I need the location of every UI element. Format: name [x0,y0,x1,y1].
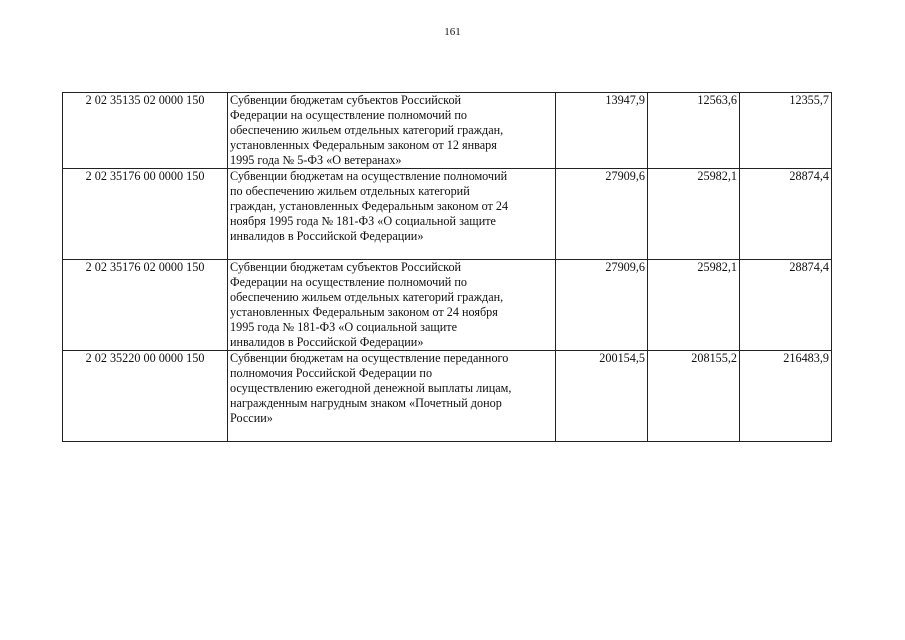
amount-year-1: 200154,5 [556,351,648,442]
description-line: ноября 1995 года № 181-ФЗ «О социальной защите [230,214,496,228]
description-line: полномочия Российской Федерации по [230,366,433,380]
description-line: граждан, установленных Федеральным законом от 24 [230,199,509,213]
revenue-description [228,93,556,169]
classification-code: 2 02 35135 02 0000 150 [63,93,228,169]
classification-code: 2 02 35176 02 0000 150 [63,260,228,351]
table-row [63,260,832,351]
description-line: установленных Федеральным законом от 12 января [230,138,497,152]
amount-year-2: 25982,1 [648,260,740,351]
description-line: Федерации на осуществление полномочий по [230,108,467,122]
description-line: инвалидов в Российской Федерации» [230,229,424,243]
description-line [230,244,553,259]
description-line: Субвенции бюджетам на осуществление полномочий [230,169,508,183]
amount-year-1: 27909,6 [556,169,648,260]
description-line: России» [230,411,273,425]
amount-year-3: 216483,9 [740,351,832,442]
description-line: Федерации на осуществление полномочий по [230,275,467,289]
description-line [230,426,553,441]
amount-year-1: 27909,6 [556,260,648,351]
description-line: награжденным нагрудным знаком «Почетный донор [230,396,502,410]
description-line: 1995 года № 5-ФЗ «О ветеранах» [230,153,402,167]
amount-year-3: 12355,7 [740,93,832,169]
description-line: обеспечению жильем отдельных категорий граждан, [230,290,504,304]
description-line: Субвенции бюджетам субъектов Российской [230,93,462,107]
budget-table [62,92,832,442]
table-row [63,93,832,169]
description-line: обеспечению жильем отдельных категорий граждан, [230,123,504,137]
description-line: Субвенции бюджетам на осуществление переданного [230,351,509,365]
classification-code: 2 02 35220 00 0000 150 [63,351,228,442]
description-line: по обеспечению жильем отдельных категорий [230,184,470,198]
amount-year-3: 28874,4 [740,169,832,260]
description-line: Субвенции бюджетам субъектов Российской [230,260,462,274]
table-row [63,169,832,260]
amount-year-2: 25982,1 [648,169,740,260]
description-line: установленных Федеральным законом от 24 ноября [230,305,498,319]
revenue-description [228,351,556,442]
page-number: 161 [444,26,461,38]
amount-year-2: 208155,2 [648,351,740,442]
description-line: осуществлению ежегодной денежной выплаты лицам, [230,381,512,395]
table-row [63,351,832,442]
revenue-description [228,169,556,260]
description-line: инвалидов в Российской Федерации» [230,335,424,349]
classification-code: 2 02 35176 00 0000 150 [63,169,228,260]
amount-year-3: 28874,4 [740,260,832,351]
amount-year-2: 12563,6 [648,93,740,169]
revenue-description [228,260,556,351]
amount-year-1: 13947,9 [556,93,648,169]
description-line: 1995 года № 181-ФЗ «О социальной защите [230,320,458,334]
